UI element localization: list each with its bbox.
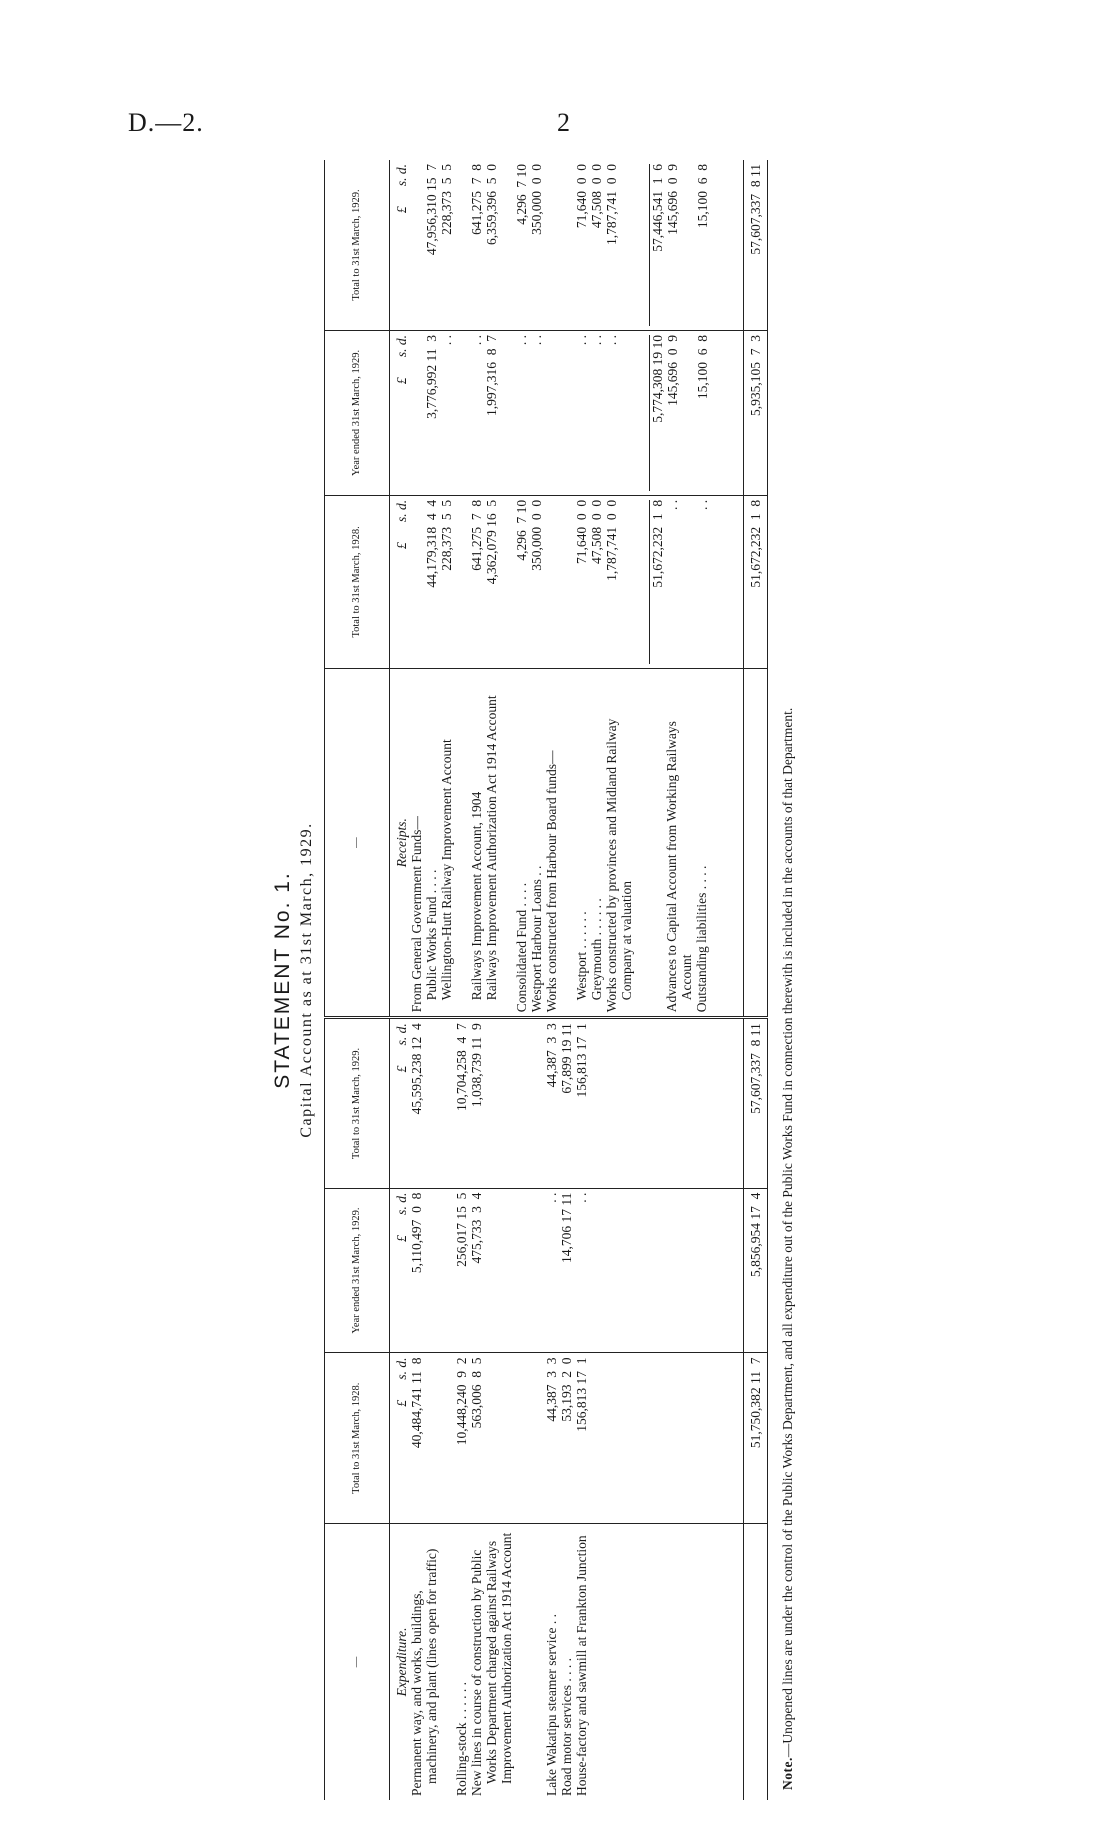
rec-harbour-y1929-1: . . bbox=[589, 334, 604, 346]
table-body-row bbox=[390, 160, 744, 1800]
exp-col-total-1929 bbox=[390, 1018, 744, 1188]
currency-header: £ s. d. bbox=[394, 334, 409, 385]
rec-label-0: Public Works Fund . . . . bbox=[424, 869, 439, 1001]
exp-label-1: Rolling-stock . . . . . . bbox=[454, 1682, 469, 1796]
rec-t1928-4: 4,296 7 10 bbox=[514, 499, 529, 561]
rec-outstanding-y1929: 15,100 6 8 bbox=[695, 334, 710, 400]
rec-harbour-t1929-0: 71,640 0 0 bbox=[574, 164, 589, 229]
col-header-exp-total-1928: Total to 31st March, 1928. bbox=[325, 1353, 390, 1523]
rec-provinces-t1928: 1,787,741 0 0 bbox=[604, 499, 619, 581]
exp-col-year-1929 bbox=[390, 1188, 744, 1353]
exp-t1929-4: 67,899 19 11 bbox=[559, 1023, 574, 1094]
rec-advances-t1929: 145,696 0 9 bbox=[665, 164, 680, 235]
rec-t1928-3: 4,362,079 16 5 bbox=[484, 499, 499, 585]
rec-provinces-t1929: 1,787,741 0 0 bbox=[604, 164, 619, 245]
rec-y1929-1: . . bbox=[439, 334, 454, 346]
rec-y1929-2: . . bbox=[469, 334, 484, 346]
exp-t1928-3: 44,387 3 3 bbox=[544, 1357, 559, 1422]
rec-outstanding-t1929: 15,100 6 8 bbox=[695, 164, 710, 229]
exp-total-y1929: 5,856,954 17 4 bbox=[744, 1188, 768, 1353]
col-header-exp-year-1929: Year ended 31st March, 1929. bbox=[325, 1188, 390, 1353]
rec-harbour-y1929-0: . . bbox=[574, 334, 589, 346]
exp-y1929-0: 5,110,497 0 8 bbox=[409, 1192, 424, 1274]
rec-from-general: From General Government Funds— bbox=[409, 816, 424, 1013]
page-reference: D.—2. bbox=[128, 108, 204, 137]
exp-label-0: Permanent way, and works, buildings, machinery, and plant (lines open for traffic) bbox=[409, 1548, 439, 1796]
exp-label-2: New lines in course of construction by Public Works Department charged against Railways Improvement Authorization Act 1914 Account bbox=[469, 1532, 514, 1796]
col-header-rec-year-1929: Year ended 31st March, 1929. bbox=[325, 330, 390, 495]
exp-label-3: Lake Wakatipu steamer service . . bbox=[544, 1614, 559, 1796]
exp-t1929-5: 156,813 17 1 bbox=[574, 1023, 589, 1098]
rec-total-t1928: 51,672,232 1 8 bbox=[744, 495, 768, 668]
rec-label-5: Westport Harbour Loans . . bbox=[529, 865, 544, 1013]
rec-advances-t1928: . . bbox=[665, 499, 680, 510]
rec-y1929-0: 3,776,992 11 3 bbox=[424, 334, 439, 419]
currency-header: £ s. d. bbox=[394, 164, 409, 214]
rec-t1928-2: 641,275 7 8 bbox=[469, 499, 484, 571]
currency-header: £ s. d. bbox=[394, 1023, 409, 1073]
exp-label-4: Road motor services . . . . bbox=[559, 1658, 574, 1796]
rec-t1929-1: 228,373 5 5 bbox=[439, 164, 454, 235]
exp-total-label bbox=[744, 1523, 768, 1800]
exp-t1929-1: 10,704,258 4 7 bbox=[454, 1023, 469, 1111]
receipts-labels bbox=[390, 669, 744, 1018]
exp-label-5: House-factory and sawmill at Frankton Junction bbox=[574, 1535, 589, 1796]
rec-outstanding-t1928: . . bbox=[695, 499, 710, 510]
exp-t1929-3: 44,387 3 3 bbox=[544, 1023, 559, 1088]
rec-subtotal-y1929: 5,774,308 19 10 bbox=[649, 335, 665, 491]
exp-y1929-4: 14,706 17 11 bbox=[559, 1192, 574, 1264]
col-header-rec-total-1928: Total to 31st March, 1928. bbox=[325, 495, 390, 668]
rec-y1929-5: . . bbox=[529, 334, 544, 346]
currency-header: £ s. d. bbox=[394, 499, 409, 549]
exp-t1928-4: 53,193 2 0 bbox=[559, 1357, 574, 1422]
rec-works-harbour: Works constructed from Harbour Board funds— bbox=[544, 750, 559, 1013]
rec-harbour-t1928-0: 71,640 0 0 bbox=[574, 499, 589, 564]
totals-row bbox=[744, 160, 768, 1800]
currency-header: £ s. d. bbox=[394, 1192, 409, 1242]
exp-t1929-2: 1,038,739 11 9 bbox=[469, 1023, 484, 1108]
rec-total-label bbox=[744, 669, 768, 1018]
rec-outstanding-label: Outstanding liabilities . . . . bbox=[694, 865, 709, 1013]
col-header-rec-total-1929: Total to 31st March, 1929. bbox=[325, 160, 390, 330]
spacer bbox=[544, 500, 574, 664]
spacer bbox=[409, 500, 424, 664]
expenditure-heading: Expenditure. bbox=[394, 1627, 409, 1697]
statement-block bbox=[270, 160, 860, 1800]
rec-y1929-4: . . bbox=[514, 334, 529, 346]
rec-total-t1929: 57,607,337 8 11 bbox=[744, 160, 768, 330]
rec-subtotal-t1929: 57,446,541 1 6 bbox=[649, 164, 665, 326]
col-header-exp-total-1929: Total to 31st March, 1929. bbox=[325, 1018, 390, 1188]
exp-y1929-2: 475,733 3 4 bbox=[469, 1192, 484, 1264]
exp-t1928-1: 10,448,240 9 2 bbox=[454, 1357, 469, 1446]
rec-subtotal-t1928: 51,672,232 1 8 bbox=[649, 500, 665, 664]
statement-subtitle: Capital Account as at 31st March, 1929. bbox=[298, 822, 315, 1138]
footnote-text: —Unopened lines are under the control of the Public Works Department, and all expenditure out of the Public Works Fund in connection therewith is included in the accounts of that Department. bbox=[780, 707, 795, 1758]
rec-harbour-label-0: Westport . . . . . . bbox=[574, 911, 589, 1001]
footnote-label: Note. bbox=[780, 1757, 795, 1790]
rec-harbour-label-1: Greymouth . . . . . . bbox=[589, 898, 604, 1001]
spacer bbox=[544, 335, 574, 491]
exp-t1929-0: 45,595,238 12 4 bbox=[409, 1023, 424, 1115]
rec-t1928-1: 228,373 5 5 bbox=[439, 499, 454, 571]
rec-col-year-1929 bbox=[390, 330, 744, 495]
col-header-expenditure: — bbox=[325, 1523, 390, 1800]
spacer bbox=[409, 335, 424, 491]
rec-t1929-4: 4,296 7 10 bbox=[514, 164, 529, 225]
rec-label-4: Consolidated Fund . . . . bbox=[514, 882, 529, 1013]
rec-advances-label: Advances to Capital Account from Working Railways Account bbox=[664, 721, 694, 1013]
rec-t1928-5: 350,000 0 0 bbox=[529, 499, 544, 571]
rec-harbour-t1929-1: 47,508 0 0 bbox=[589, 164, 604, 229]
col-header-receipts: — bbox=[325, 669, 390, 1018]
rec-provinces-y1929: . . bbox=[604, 334, 619, 346]
exp-t1928-0: 40,484,741 11 8 bbox=[409, 1357, 424, 1449]
page-number: 2 bbox=[557, 108, 570, 137]
statement-title: STATEMENT No. 1. bbox=[271, 871, 294, 1089]
rec-harbour-t1928-1: 47,508 0 0 bbox=[589, 499, 604, 564]
exp-y1929-5: . . bbox=[574, 1192, 589, 1203]
rec-label-3: Railways Improvement Authorization Act 1914 Account bbox=[484, 695, 499, 1001]
rec-label-2: Railways Improvement Account, 1904 bbox=[469, 791, 484, 1001]
rec-col-total-1929 bbox=[390, 160, 744, 330]
currency-header: £ s. d. bbox=[394, 1357, 409, 1407]
rec-provinces-label: Works constructed by provinces and Midland Railway Company at valuation bbox=[604, 718, 634, 1013]
rec-t1929-0: 47,956,310 15 7 bbox=[424, 164, 439, 256]
spacer bbox=[409, 164, 424, 326]
rec-t1929-5: 350,000 0 0 bbox=[529, 164, 544, 235]
expenditure-labels bbox=[390, 1523, 744, 1800]
rec-t1928-0: 44,179,318 4 4 bbox=[424, 499, 439, 588]
rec-y1929-3: 1,997,316 8 7 bbox=[484, 334, 499, 416]
rec-col-total-1928 bbox=[390, 495, 744, 668]
rec-t1929-3: 6,359,396 5 0 bbox=[484, 164, 499, 245]
spacer bbox=[544, 164, 574, 326]
rotated-statement-area bbox=[270, 160, 860, 1810]
capital-account-table bbox=[324, 160, 768, 1800]
exp-t1928-5: 156,813 17 1 bbox=[574, 1357, 589, 1432]
rec-label-1: Wellington-Hutt Railway Improvement Account bbox=[439, 739, 454, 1001]
exp-y1929-1: 256,017 15 5 bbox=[454, 1192, 469, 1267]
footnote bbox=[780, 160, 796, 1800]
receipts-heading: Receipts. bbox=[394, 818, 409, 868]
exp-y1929-3: . . bbox=[544, 1192, 559, 1203]
rec-t1929-2: 641,275 7 8 bbox=[469, 164, 484, 235]
rec-advances-y1929: 145,696 0 9 bbox=[665, 334, 680, 406]
exp-col-total-1928 bbox=[390, 1353, 744, 1523]
exp-total-t1928: 51,750,382 11 7 bbox=[744, 1353, 768, 1523]
rec-subtotal-spacer bbox=[649, 673, 664, 1012]
table-header-row bbox=[325, 160, 390, 1800]
exp-t1928-2: 563,006 8 5 bbox=[469, 1357, 484, 1429]
rec-total-y1929: 5,935,105 7 3 bbox=[744, 330, 768, 495]
exp-total-t1929: 57,607,337 8 11 bbox=[744, 1018, 768, 1188]
